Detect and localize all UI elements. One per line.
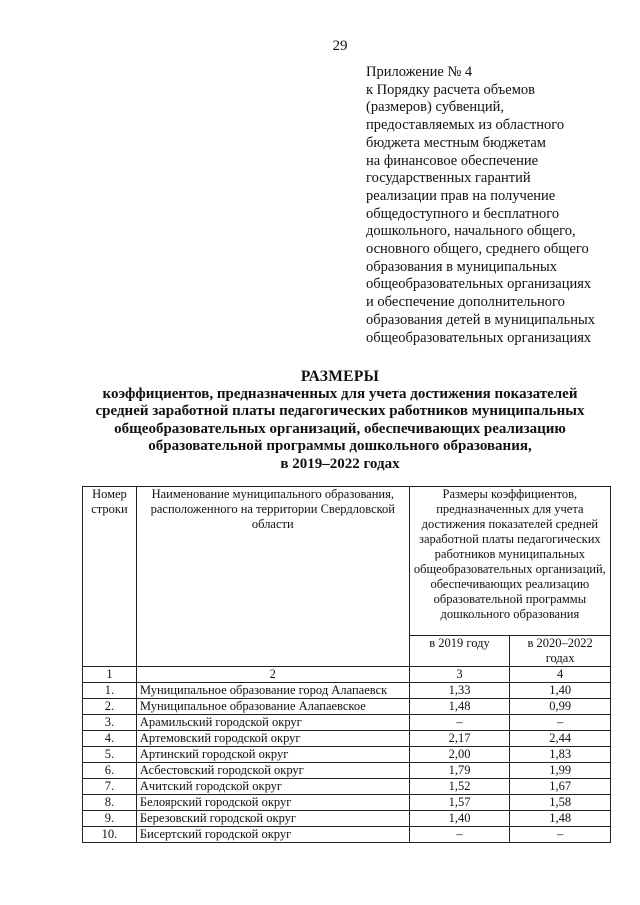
appendix-line: на финансовое обеспечение xyxy=(366,152,539,169)
value-2019: 1,79 xyxy=(409,763,510,779)
row-number: 6. xyxy=(83,763,137,779)
row-number: 7. xyxy=(83,779,137,795)
page-number: 29 xyxy=(332,38,348,54)
appendix-line: государственных гарантий xyxy=(366,170,531,187)
appendix-line: Приложение № 4 xyxy=(366,64,473,80)
value-2019: 2,17 xyxy=(409,731,510,747)
row-number: 9. xyxy=(83,811,137,827)
appendix-line: общеобразовательных организациях xyxy=(366,329,592,346)
municipality-name: Асбестовский городской округ xyxy=(136,763,409,779)
municipality-name: Березовский городской округ xyxy=(136,811,409,827)
appendix-line: дошкольного, начального общего, xyxy=(366,223,576,240)
row-number: 3. xyxy=(83,715,137,731)
value-2020-2022: – xyxy=(510,715,611,731)
appendix-block xyxy=(366,64,626,347)
appendix-line: реализации прав на получение xyxy=(366,187,556,204)
table-row xyxy=(83,795,611,811)
column-index-row xyxy=(83,667,611,683)
municipality-name: Ачитский городской округ xyxy=(136,779,409,795)
header-year-2020-2022: в 2020–2022 годах xyxy=(510,636,611,667)
title-line: общеобразовательных организаций, обеспечивающих реализацию xyxy=(114,420,566,437)
coefficients-table xyxy=(82,486,611,843)
municipality-name: Арамильский городской округ xyxy=(136,715,409,731)
document-title xyxy=(40,368,640,473)
municipality-name: Муниципальное образование город Алапаевск xyxy=(136,683,409,699)
table-row xyxy=(83,779,611,795)
table-row xyxy=(83,763,611,779)
appendix-line: бюджета местным бюджетам xyxy=(366,134,546,151)
appendix-line: предоставляемых из областного xyxy=(366,117,565,134)
appendix-line: образования детей в муниципальных xyxy=(366,311,595,328)
column-index: 1 xyxy=(83,667,137,683)
table-row xyxy=(83,699,611,715)
appendix-line: общедоступного и бесплатного xyxy=(366,205,560,222)
value-2019: – xyxy=(409,827,510,843)
municipality-name: Белоярский городской округ xyxy=(136,795,409,811)
header-row-number: Номер строки xyxy=(83,487,137,667)
value-2020-2022: 1,48 xyxy=(510,811,611,827)
row-number: 2. xyxy=(83,699,137,715)
column-index: 2 xyxy=(136,667,409,683)
column-index: 4 xyxy=(510,667,611,683)
table-row xyxy=(83,731,611,747)
title-heading: РАЗМЕРЫ xyxy=(300,368,380,385)
title-line: в 2019–2022 годах xyxy=(280,455,400,472)
table-row xyxy=(83,747,611,763)
value-2019: 1,52 xyxy=(409,779,510,795)
value-2019: – xyxy=(409,715,510,731)
value-2020-2022: 1,99 xyxy=(510,763,611,779)
title-line: коэффициентов, предназначенных для учета достижения показателей xyxy=(102,385,578,402)
appendix-line: основного общего, среднего общего xyxy=(366,241,589,258)
appendix-line: (размеров) субвенций, xyxy=(366,99,504,116)
title-line: средней заработной платы педагогических работников муниципальных xyxy=(95,403,585,419)
row-number: 1. xyxy=(83,683,137,699)
row-number: 5. xyxy=(83,747,137,763)
appendix-line: к Порядку расчета объемов xyxy=(366,81,536,98)
column-index: 3 xyxy=(409,667,510,683)
appendix-line: общеобразовательных организациях xyxy=(366,276,592,293)
row-number: 10. xyxy=(83,827,137,843)
table-row xyxy=(83,683,611,699)
value-2020-2022: 0,99 xyxy=(510,699,611,715)
value-2020-2022: – xyxy=(510,827,611,843)
municipality-name: Артинский городской округ xyxy=(136,747,409,763)
value-2020-2022: 1,40 xyxy=(510,683,611,699)
title-line: образовательной программы дошкольного образования, xyxy=(148,438,532,454)
header-year-2019: в 2019 году xyxy=(409,636,510,667)
value-2020-2022: 1,83 xyxy=(510,747,611,763)
municipality-name: Бисертский городской округ xyxy=(136,827,409,843)
value-2020-2022: 1,67 xyxy=(510,779,611,795)
value-2019: 1,48 xyxy=(409,699,510,715)
value-2019: 2,00 xyxy=(409,747,510,763)
header-coefficients: Размеры коэффициентов, предназначенных для учета достижения показателей средней заработной платы педагогических работников муниципальных общеобразовательных организаций, обеспечивающих реализацию образовательной программы дошкольного образования xyxy=(409,487,610,636)
value-2019: 1,40 xyxy=(409,811,510,827)
municipality-name: Артемовский городской округ xyxy=(136,731,409,747)
table-row xyxy=(83,715,611,731)
row-number: 4. xyxy=(83,731,137,747)
table-row xyxy=(83,811,611,827)
appendix-line: образования в муниципальных xyxy=(366,258,557,275)
value-2019: 1,57 xyxy=(409,795,510,811)
row-number: 8. xyxy=(83,795,137,811)
appendix-line: и обеспечение дополнительного xyxy=(366,294,565,311)
table-row xyxy=(83,827,611,843)
municipality-name: Муниципальное образование Алапаевское xyxy=(136,699,409,715)
value-2020-2022: 1,58 xyxy=(510,795,611,811)
header-municipality: Наименование муниципального образования, расположенного на территории Свердловской области xyxy=(136,487,409,667)
value-2020-2022: 2,44 xyxy=(510,731,611,747)
value-2019: 1,33 xyxy=(409,683,510,699)
